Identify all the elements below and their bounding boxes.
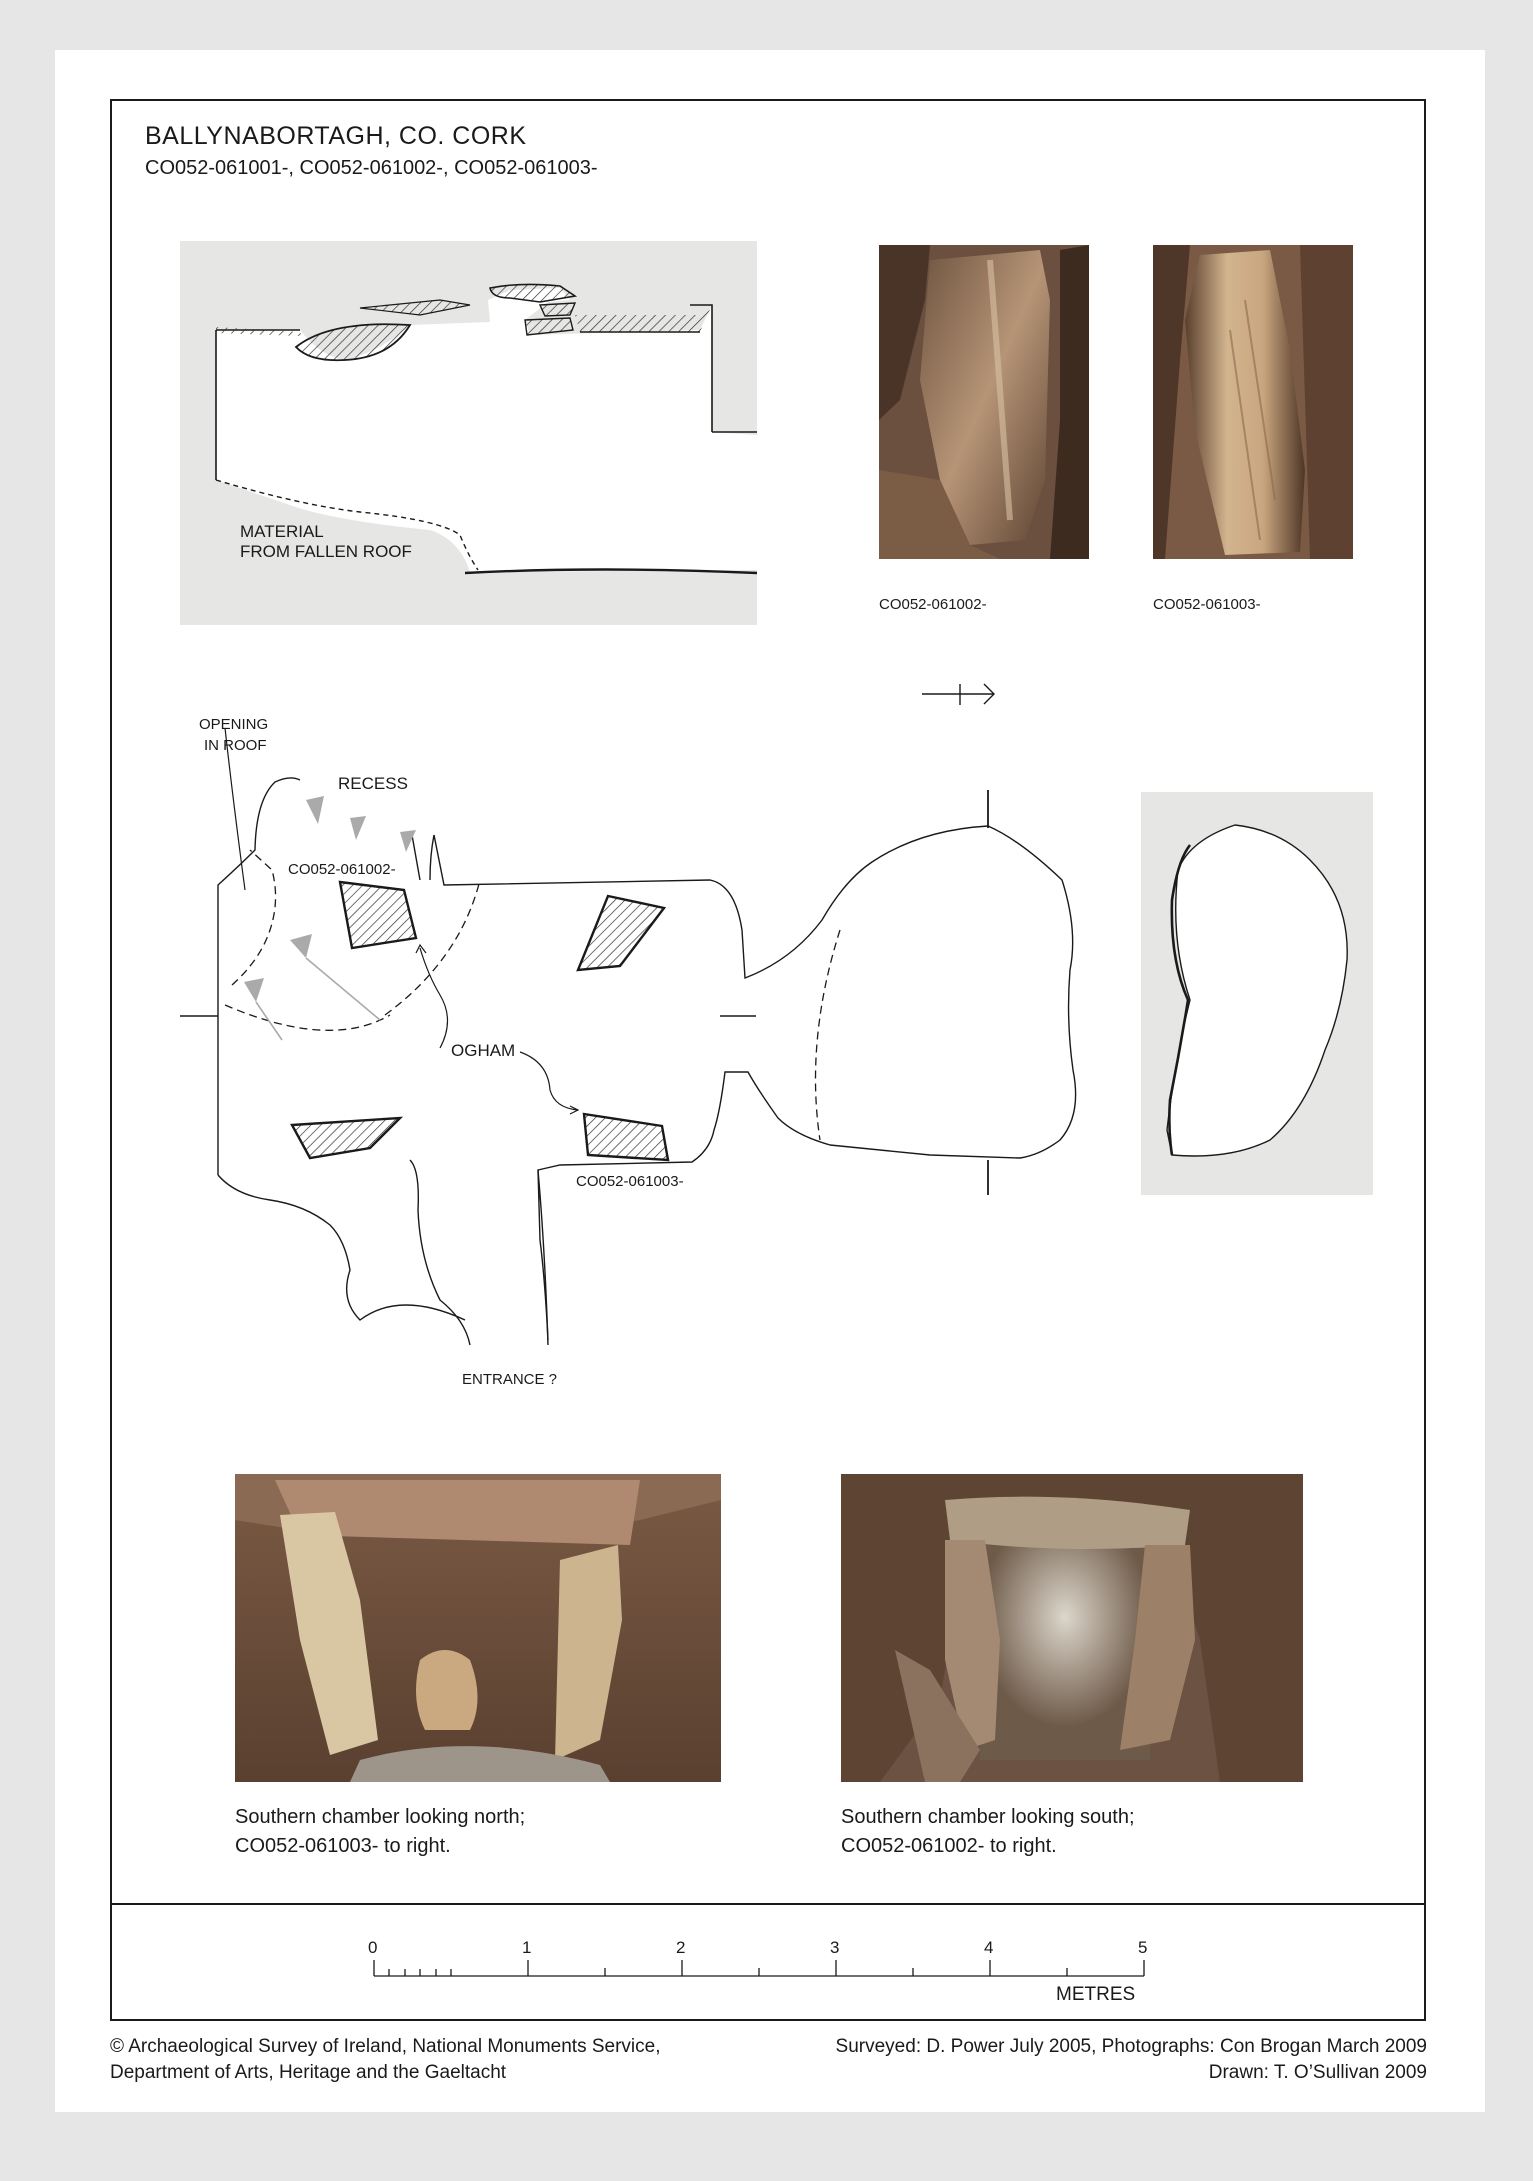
chamber-photo-south — [841, 1474, 1303, 1782]
footer-credits-1: Surveyed: D. Power July 2005, Photographs: Con Brogan March 2009 — [835, 2036, 1427, 2057]
section-label-1: MATERIAL — [240, 522, 324, 541]
plan-drawing — [180, 728, 1076, 1345]
photo-caption-north-1: Southern chamber looking north; — [235, 1806, 526, 1828]
photo-caption-south-2: CO052-061002- to right. — [841, 1835, 1057, 1857]
recess-label: RECESS — [338, 774, 408, 793]
section-label-2: FROM FALLEN ROOF — [240, 542, 412, 561]
scale-unit: METRES — [1056, 1984, 1136, 2005]
stone-label-b: CO052-061003- — [576, 1173, 684, 1190]
photo-caption-south-1: Southern chamber looking south; — [841, 1806, 1135, 1828]
section-drawing — [180, 241, 757, 625]
footer-copyright-2: Department of Arts, Heritage and the Gaeltacht — [110, 2062, 507, 2083]
footer-copyright-1: © Archaeological Survey of Ireland, National Monuments Service, — [110, 2036, 661, 2057]
opening-label-2: IN ROOF — [204, 737, 267, 754]
scale-tick-3: 3 — [830, 1938, 840, 1957]
stone-photo-caption-2: CO052-061003- — [1153, 596, 1261, 613]
scale-tick-2: 2 — [676, 1938, 686, 1957]
north-arrow — [922, 684, 994, 705]
stone-photo-1 — [879, 245, 1089, 559]
scale-bar — [374, 1960, 1144, 1976]
chamber-photo-north — [235, 1474, 721, 1782]
stone-label-a: CO052-061002- — [288, 861, 396, 878]
photo-caption-north-2: CO052-061003- to right. — [235, 1835, 451, 1857]
stone-photo-2 — [1153, 245, 1353, 559]
footer-credits-2: Drawn: T. O’Sullivan 2009 — [1208, 2062, 1427, 2083]
page-subtitle: CO052-061001-, CO052-061002-, CO052-061003- — [145, 157, 598, 179]
scale-tick-5: 5 — [1138, 1938, 1148, 1957]
scale-tick-4: 4 — [984, 1938, 994, 1957]
scale-tick-0: 0 — [368, 1938, 378, 1957]
cross-section — [1141, 792, 1373, 1195]
entrance-label: ENTRANCE ? — [462, 1371, 558, 1388]
page-title: BALLYNABORTAGH, CO. CORK — [145, 122, 527, 150]
scale-tick-1: 1 — [522, 1938, 532, 1957]
stone-photo-caption-1: CO052-061002- — [879, 596, 987, 613]
opening-label-1: OPENING — [199, 716, 269, 733]
ogham-label: OGHAM — [451, 1041, 516, 1060]
